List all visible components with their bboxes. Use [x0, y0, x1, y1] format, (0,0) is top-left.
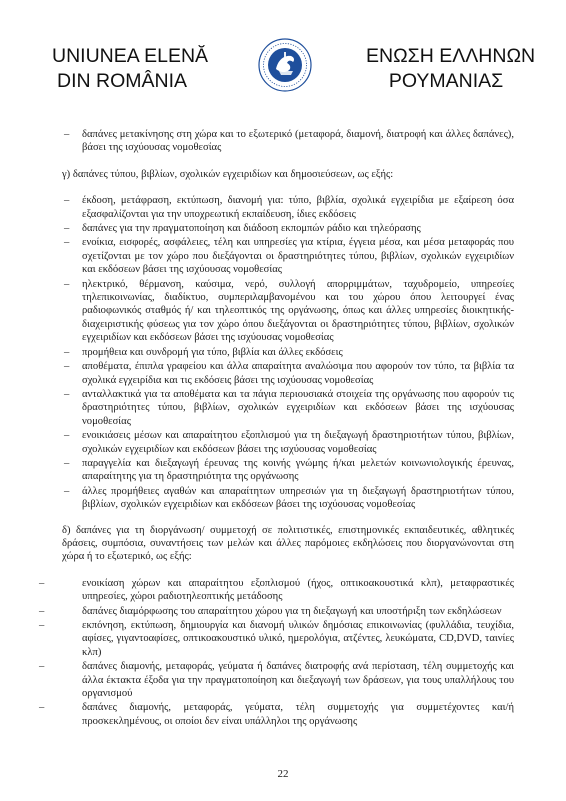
list-item: [62, 346, 514, 359]
list-item: [62, 429, 514, 456]
list-item: [39, 701, 514, 728]
list-item: [62, 457, 514, 484]
list-item-text: δαπάνες για την πραγματοποίηση και διάδοση εκπομπών ράδιο και τηλεόρασης: [82, 223, 421, 235]
org-name-greek-line1: ΕΝΩΣΗ ΕΛΛΗΝΩΝ: [366, 45, 536, 67]
bullet-dash: –: [64, 195, 70, 207]
list-item-text: δαπάνες διαμονής, μεταφοράς, γεύματα ή δαπάνες διατροφής ανά περίσταση, τέλη συμμετοχής και άλλα έκτακτα έξοδα για την πραγματοποίηση και διεξαγωγή των δράσεων, για τους υπαλλήλους του οργανισμού: [82, 661, 514, 700]
bullet-dash: –: [39, 605, 45, 617]
org-name-romanian-line1: UNIUNEA ELENĂ: [52, 45, 209, 67]
list-item-text: ενοίκια, εισφορές, ασφάλειες, τέλη και υπηρεσίες για κτίρια, έγγεια μέσα, και μέσα μεταφοράς που σχετίζονται με τον χώρο που διεξάγονται οι δραστηριότητες τύπου, βιβλίων, σχολικών εγχειριδίων και εκδόσεων βάσει της ισχύουσας νομοθεσίας: [82, 237, 514, 276]
bullet-dash: –: [64, 237, 70, 249]
list-item-text: δαπάνες διαμόρφωσης του απαραίτητου χώρου για τη διεξαγωγή και υποστήριξη των εκδηλώσεων: [82, 605, 502, 617]
org-name-romanian: [52, 44, 209, 94]
list-item: [62, 360, 514, 387]
list-item: [62, 278, 514, 345]
list-item-text: δαπάνες μετακίνησης στη χώρα και το εξωτερικό (μεταφορά, διαμονή, διατροφή και άλλες δαπάνες), βάσει της ισχύουσας νομοθεσίας: [82, 129, 514, 154]
list-item: [39, 605, 514, 618]
bullet-dash: –: [64, 278, 70, 290]
page-header: [0, 0, 566, 100]
list-item-text: προμήθεια και συνδρομή για τύπο, βιβλία και άλλες εκδόσεις: [82, 346, 343, 358]
list-item: [62, 388, 514, 428]
list-item: [62, 194, 514, 221]
list-item-text: ενοικίαση χώρων και απαραίτητου εξοπλισμού (ήχος, οπτικοακουστικά κλπ), μεταφραστικές υπηρεσίες, χώροι ραδιοτηλεοπτικής μετάδοσης: [82, 577, 514, 603]
continued-list: [62, 128, 514, 155]
list-item: [39, 577, 514, 604]
list-item: [62, 485, 514, 512]
list-item-text: παραγγελία και διεξαγωγή έρευνας της κοινής γνώμης ή/και μελετών κοινωνιολογικής έρευνας, απαραίτητης για τη δραστηριότητα της οργάνωσης: [82, 457, 514, 483]
bullet-dash: –: [64, 223, 70, 235]
bullet-dash: –: [39, 577, 45, 589]
org-name-greek: [366, 44, 536, 94]
list-item: [62, 222, 514, 235]
org-name-romanian-line2: DIN ROMÂNIA: [56, 70, 187, 92]
bullet-dash: –: [64, 388, 70, 400]
bullet-dash: –: [64, 346, 70, 358]
list-item-text: ηλεκτρικό, θέρμανση, καύσιμα, νερό, συλλογή απορριμμάτων, ταχυδρομείο, υπηρεσίες τηλεπικοινωνίας, διαδίκτυο, συμπεριλαμβανομένου και του χώρου όπου λειτουργεί ένας ραδιοφωνικός σταθμός ή/ και τηλεοπτικός της οργάνωσης, όπως και άλλες υπηρεσίες διοικητικής- διαχειριστικής φύσεως για τον χώρο όπου διεξάγονται οι δραστηριότητες τύπου, βιβλίων, σχολικών εγχειριδίων και εκδόσεων βάσει της ισχύουσας νομοθεσίας: [82, 278, 514, 344]
list-item: [62, 236, 514, 276]
bullet-dash: –: [64, 129, 70, 140]
list-item-text: εκπόνηση, εκτύπωση, δημιουργία και διανομή υλικών δημόσιας επικοινωνίας (φυλλάδια, τευχίδια, αφίσες, γιγαντοαφίσες, οπτικοακουστικό υλικό, ημερολόγια, ατζέντες, λευκώματα, CD,DVD, ταινίες κλπ): [82, 620, 514, 658]
list-item-text: ενοικιάσεις μέσων και απαραίτητου εξοπλισμού για τη διεξαγωγή δραστηριοτήτων τύπου, βιβλίων, σχολικών εγχειριδίων και εκδόσεων βάσει της ισχύουσας νομοθεσίας: [82, 430, 514, 455]
list-item: [39, 660, 514, 700]
section-g-heading: γ) δαπάνες τύπου, βιβλίων, σχολικών εγχειριδίων και δημοσιεύσεων, ως εξής:: [62, 168, 394, 180]
list-item-text: δαπάνες διαμονής, μεταφοράς, γεύματα, τέλη συμμετοχής για συμμετέχοντες και/ή προσκεκλημένους, οι οποίοι δεν είναι υπάλληλοι της οργάνωσης: [82, 702, 514, 727]
bullet-dash: –: [64, 485, 70, 497]
list-item: [62, 128, 514, 155]
org-name-greek-line2: ΡΟΥΜΑΝΙΑΣ: [388, 70, 504, 92]
list-item-text: ανταλλακτικά για τα αποθέματα και τα πάγια περιουσιακά στοιχεία της οργάνωσης που αφορούν τις δραστηριότητες τύπου, βιβλίων, σχολικών εγχειριδίων και εκδόσεων βάσει της ισχύουσας νομοθεσίας: [82, 388, 514, 427]
section-d-list: [39, 577, 514, 728]
list-item-text: αποθέματα, έπιπλα γραφείου και άλλα απαραίτητα αναλώσιμα που αφορούν τον τύπο, τα βιβλία τα σχολικά εγχειρίδια και τις εκδόσεις βάσει της ισχύουσας νομοθεσίας: [82, 361, 514, 386]
bullet-dash: –: [64, 430, 70, 442]
bullet-dash: –: [39, 620, 45, 631]
bullet-dash: –: [64, 457, 70, 469]
list-item: [39, 619, 514, 659]
bullet-dash: –: [39, 661, 45, 673]
bullet-dash: –: [39, 702, 45, 714]
bullet-dash: –: [64, 361, 70, 373]
list-item-text: άλλες προμήθειες αγαθών και απαραίτητων υπηρεσιών για τη διεξαγωγή δραστηριοτήτων τύπου, βιβλίων, σχολικών εγχειριδίων και εκδόσεων βάσει της ισχύουσας νομοθεσίας: [82, 485, 514, 511]
page-number: 22: [277, 768, 289, 780]
section-d-heading: δ) δαπάνες για τη διοργάνωση/ συμμετοχή σε πολιτιστικές, επιστημονικές εκπαιδευτικές, αθλητικές δράσεις, συμπόσια, συναντήσεις των μελών και άλλες παρόμοιες εκδηλώσεις που διοργανώνονται στη χώρα ή το εξωτερικό, ως εξής:: [62, 524, 514, 563]
document-body: [39, 128, 514, 729]
union-emblem-icon: [258, 38, 312, 92]
list-item-text: έκδοση, μετάφραση, εκτύπωση, διανομή για: τύπο, βιβλία, σχολικά εγχειρίδια με εξαίρεση όσα εξασφαλίζονται για την υποχρεωτική εκπαίδευση, ίδιες εκδόσεις: [82, 195, 514, 220]
section-g-list: [62, 194, 514, 511]
